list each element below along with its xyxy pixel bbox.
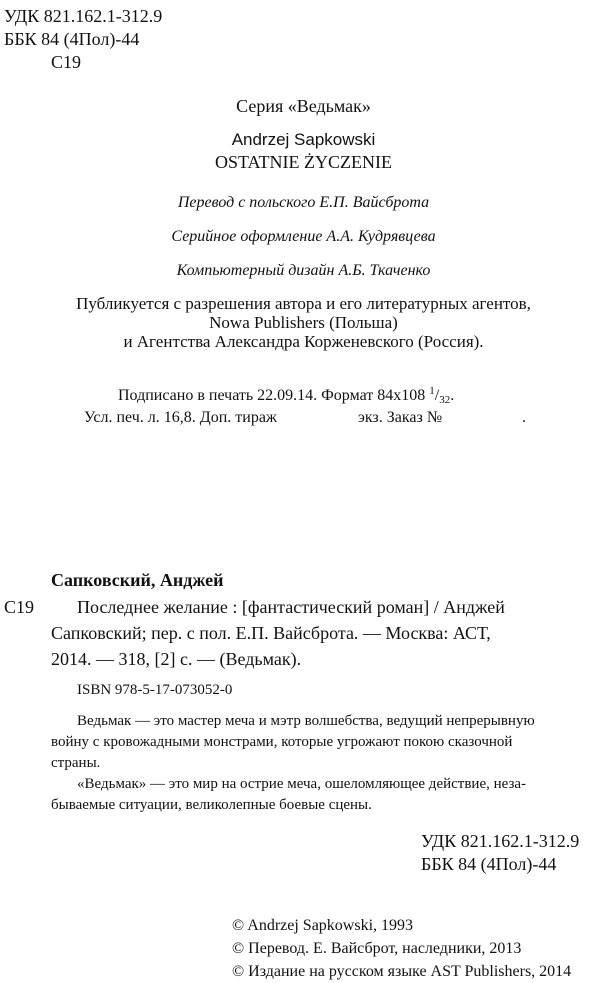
printing-line-1-end: . [450,387,455,404]
original-author: Andrzej Sapkowski [231,130,376,149]
format-fraction-denominator: 32 [439,394,451,406]
annotation-p2-line-1: «Ведьмак» — это мир на острие меча, ошеломляющее действие, неза- [77,776,527,792]
printing-order: экз. Заказ № [358,409,443,426]
series-design-credit: Серийное оформление А.А. Кудрявцева [171,228,436,245]
footer-udk-code: УДК 821.162.1-312.9 [421,831,580,851]
author-code: С19 [51,52,82,72]
printing-info-line-1 [118,386,454,406]
annotation-p1-line-2: войну с кровожадными монстрами, которые угрожают покою сказочной [51,734,513,750]
printing-sheets: Усл. печ. л. 16,8. Доп. тираж [84,409,277,426]
annotation-p1-line-3: страны. [51,755,101,771]
catalog-entry-line-3: 2014. — 318, [2] с. — (Ведьмак). [51,649,302,669]
computer-design-credit: Компьютерный дизайн А.Б. Ткаченко [176,262,431,279]
format-fraction-slash: / [434,387,440,404]
printing-line-2-end: . [522,409,526,426]
bbk-code: ББК 84 (4Пол)-44 [4,29,140,49]
format-fraction-numerator: 1 [429,385,435,397]
copyright-translation: © Перевод. Е. Вайсброт, наследники, 2013 [232,940,522,957]
catalog-author-heading: Сапковский, Анджей [51,570,224,590]
permission-line-3: и Агентства Александра Корженевского (Россия). [123,332,484,351]
copyright-edition: © Издание на русском языке AST Publishers, 2014 [232,963,572,980]
printing-signed-format: Подписано в печать 22.09.14. Формат 84х108 [118,387,430,404]
footer-bbk-code: ББК 84 (4Пол)-44 [421,854,557,874]
isbn: ISBN 978-5-17-073052-0 [77,682,233,698]
copyright-author: © Andrzej Sapkowski, 1993 [232,917,414,934]
catalog-entry-line-1: Последнее желание : [фантастический роман] / Анджей [77,597,505,617]
permission-line-1: Публикуется с разрешения автора и его литературных агентов, [76,294,531,313]
udk-code: УДК 821.162.1-312.9 [4,6,163,26]
catalog-code: С19 [4,597,35,617]
original-title: OSTATNIE ŻYCZENIE [214,152,393,172]
translation-credit: Перевод с польского Е.П. Вайсброта [177,194,430,211]
annotation-p2-line-2: бываемые ситуации, великолепные боевые сцены. [51,797,372,813]
permission-line-2: Nowa Publishers (Польша) [209,313,398,332]
series-title: Серия «Ведьмак» [236,96,371,116]
catalog-entry-line-2: Сапковский; пер. с пол. Е.П. Вайсброта. — Москва: АСТ, [51,623,491,643]
annotation-p1-line-1: Ведьмак — это мастер меча и мэтр волшебства, ведущий непрерывную [77,713,535,729]
